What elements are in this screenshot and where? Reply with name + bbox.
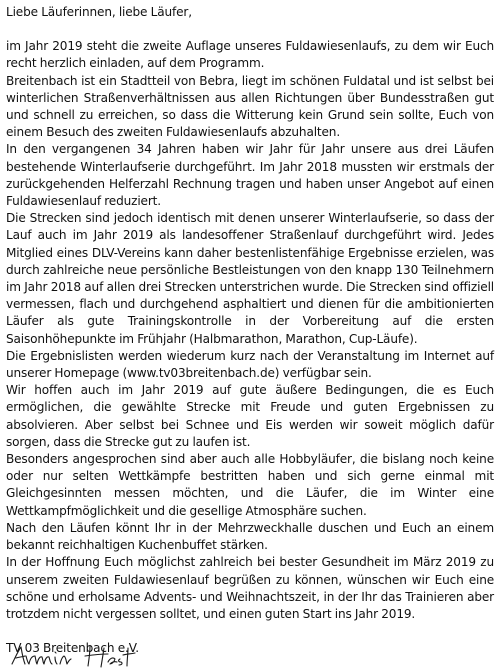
paragraph-conditions: Wir hoffen auch im Jahr 2019 auf gute äußere Bedingungen, die es Euch ermöglichen, die gewählte Strecke mit Freude und guten Ergebnissen zu absolvieren. Aber selbst bei Schnee und Eis werden wir soweit möglich dafür sorgen, dass die Strecke gut zu laufen ist.: [6, 383, 494, 449]
paragraph-hobby-runners: Besonders angesprochen sind aber auch alle Hobbyläufer, die bislang noch keine oder nur selten Wettkämpfe bestritten haben und sich gerne einmal mit Gleichgesinnten messen möchten, und die Läufer, die im Winter eine Wettkampfmöglichkeit und die gesellige Atmosphäre suchen.: [6, 452, 494, 518]
paragraph-courses: Die Strecken sind jedoch identisch mit denen unserer Winterlaufserie, so dass der Lauf auch im Jahr 2019 als landesoffener Straßenlauf durchgeführt wird. Jedes Mitglied eines DLV-Vereins kann daher bestenlistenfähige Ergebnisse erzielen, was durch zahlreiche neue persönliche Bestleistungen von den knapp 130 Teilnehmern im Jahr 2018 auf allen drei Strecken unterstrichen wurde. Die Strecken sind offiziell vermessen, flach und durchgehend asphaltiert und dienen für die ambitionierten Läufer als gute Trainingskontrolle in der Vorbereitung auf die ersten Saisonhöhepunkte im Frühjahr (Halbmarathon, Marathon, Cup-Läufe).: [6, 211, 494, 346]
paragraph-invitation: im Jahr 2019 steht die zweite Auflage unseres Fuldawiesenlaufs, zu dem wir Euch recht herzlich einladen, auf dem Programm.: [6, 39, 494, 71]
handwritten-signature: [8, 642, 148, 672]
paragraph-history: In den vergangenen 34 Jahren haben wir Jahr für Jahr unsere aus drei Läufen bestehende Winterlaufserie durchgeführt. Im Jahr 2018 mussten wir erstmals der zurückgehenden Helferzahl Rechnung tragen und haben unser Angebot auf einen Fuldawiesenlauf reduziert.: [6, 142, 494, 209]
paragraph-amenities: Nach den Läufen könnt Ihr in der Mehrzweckhalle duschen und Euch an einem bekannt reichhaltigen Kuchenbuffet stärken.: [6, 520, 494, 553]
letter-body: [6, 4, 494, 657]
letter-signoff: TV 03 Breitenbach e.V.: [6, 641, 139, 656]
paragraph-closing: In der Hoffnung Euch möglichst zahlreich bei bester Gesundheit im März 2019 zu unserem zweiten Fuldawiesenlauf begrüßen zu können, wünschen wir Euch eine schöne und erholsame Advents- und Weihnachtszeit, in der Ihr das Trainieren aber trotzdem nicht vergessen solltet, und einen guten Start ins Jahr 2019.: [6, 555, 494, 621]
letter-greeting: Liebe Läuferinnen, liebe Läufer,: [6, 5, 192, 19]
paragraph-results: Die Ergebnislisten werden wiederum kurz nach der Veranstaltung im Internet auf unserer Homepage (www.tv03breitenbach.de) verfügbar sein.: [6, 348, 494, 381]
signature-icon: [8, 642, 148, 672]
paragraph-location: Breitenbach ist ein Stadtteil von Bebra, liegt im schönen Fuldatal und ist selbst bei winterlichen Straßenverhältnissen aus allen Richtungen über Bundesstraßen gut und schnell zu erreichen, so dass die Witterung kein Grund sein sollte, Euch von einem Besuch des zweiten Fuldawiesenlaufs abzuhalten.: [6, 73, 494, 140]
